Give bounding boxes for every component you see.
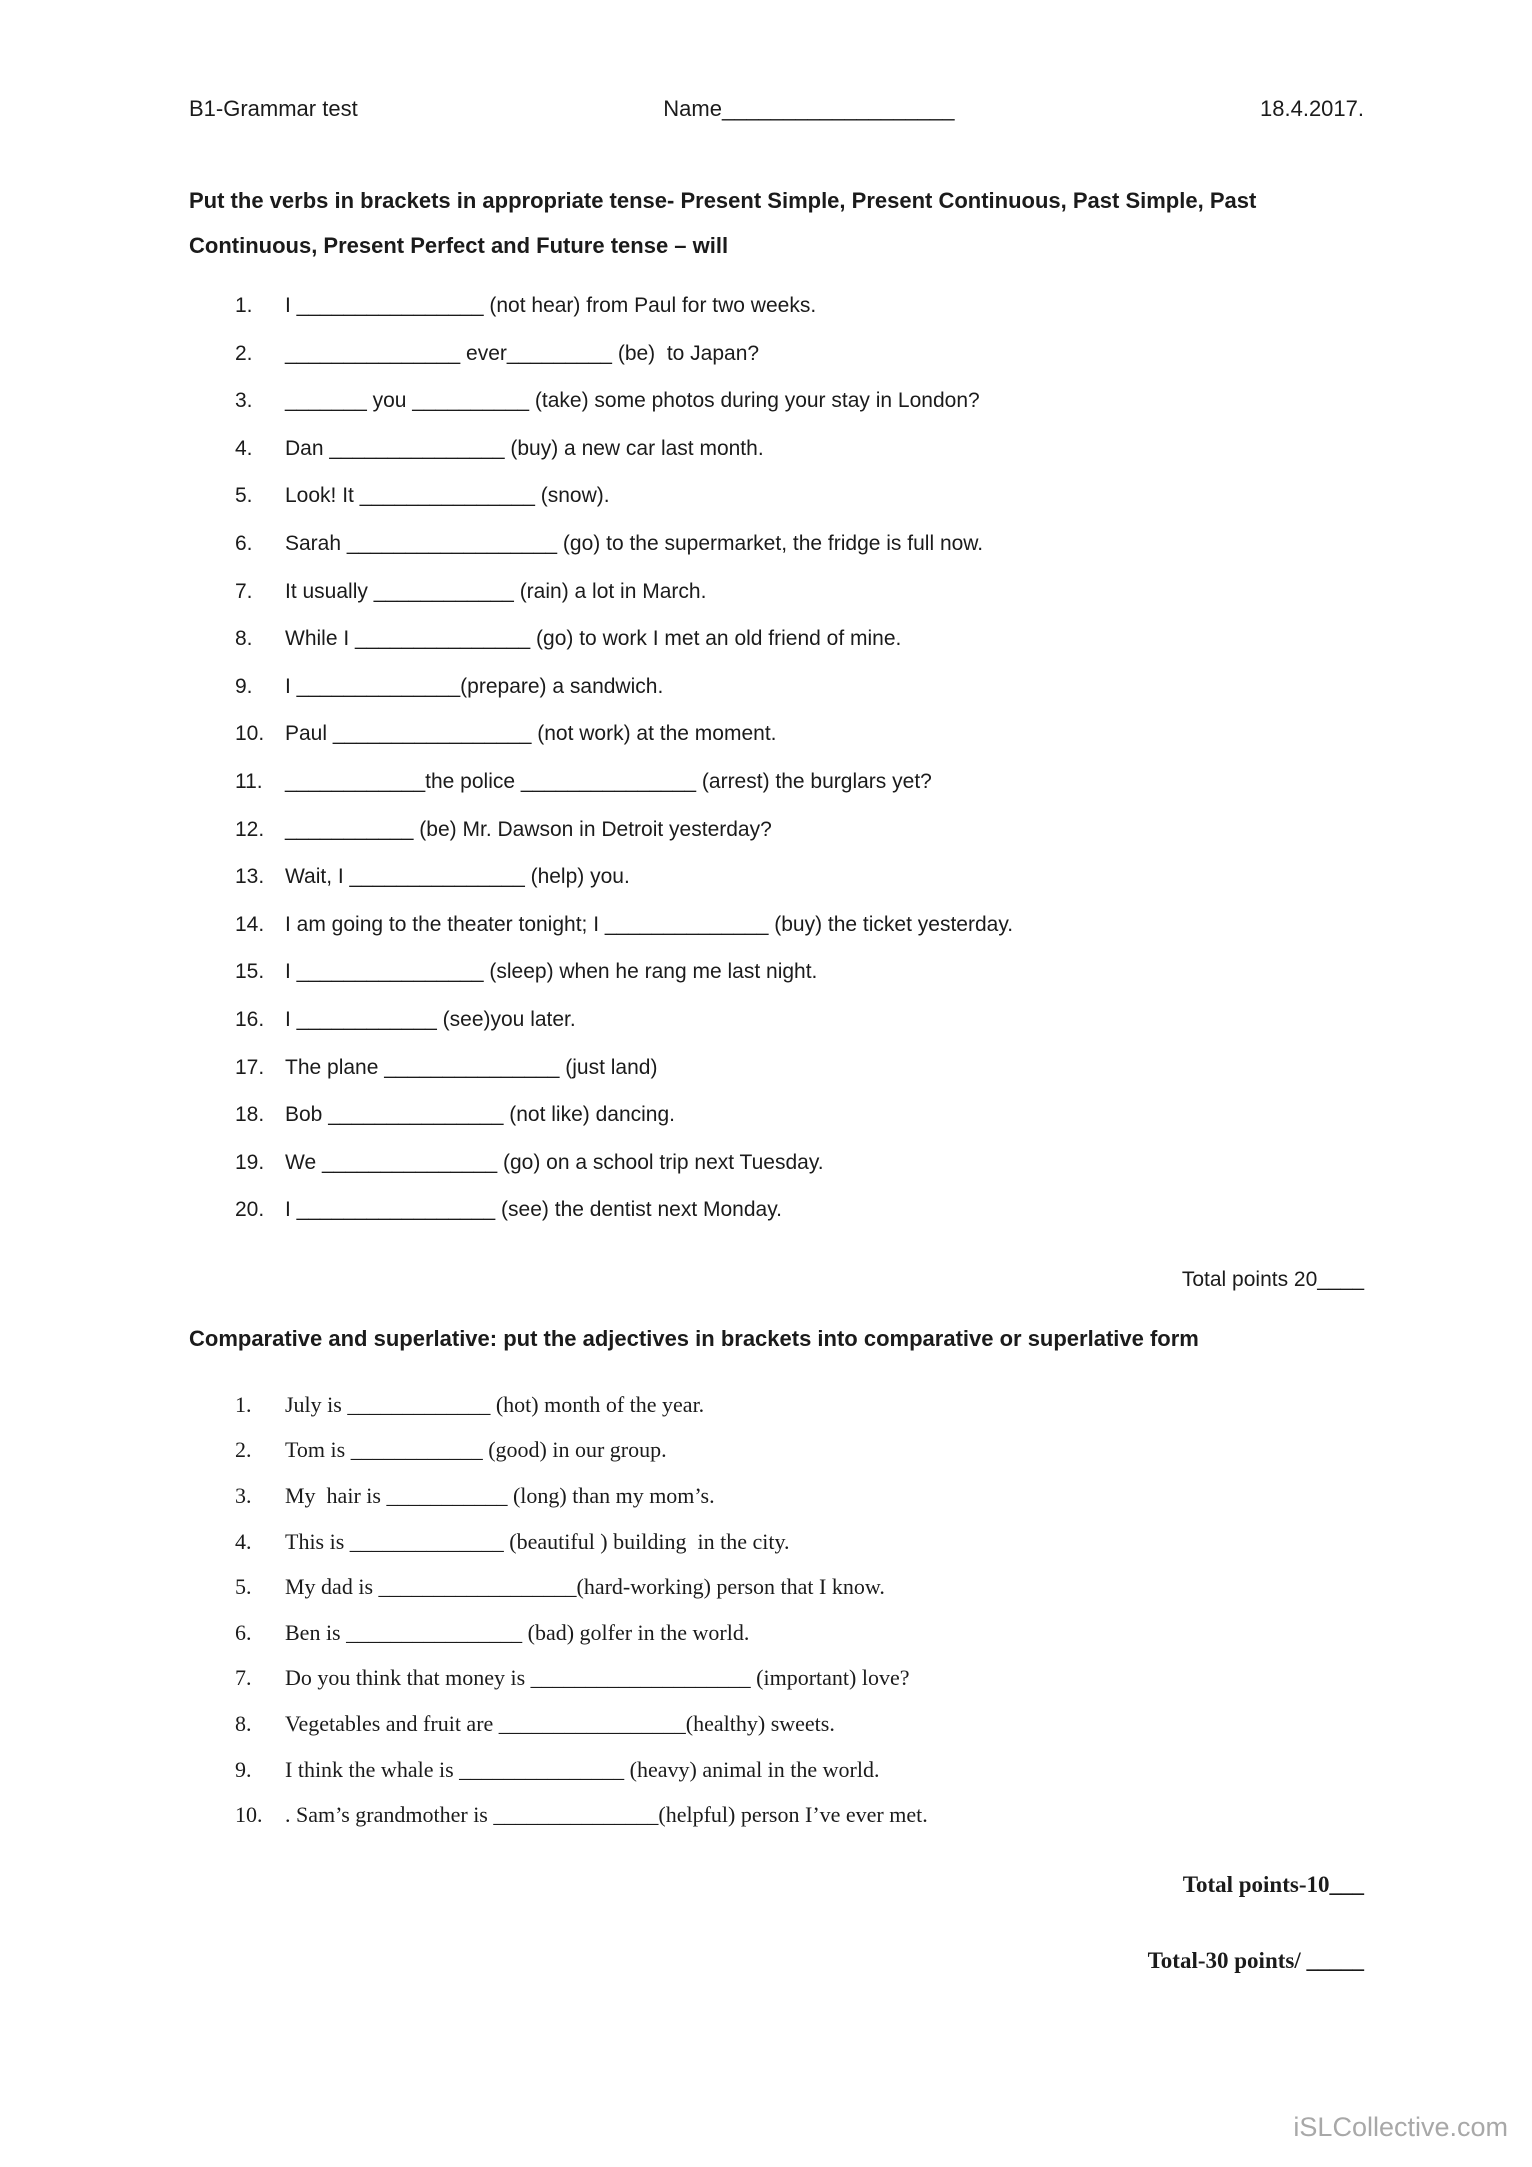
question-text: I am going to the theater tonight; I ______________ (buy) the ticket yesterday. — [285, 912, 1014, 936]
section1-list — [189, 294, 1364, 1246]
question-number: 7. — [235, 579, 253, 603]
question-row — [235, 1529, 1364, 1575]
question-number: 18. — [235, 1103, 265, 1127]
question-row — [235, 1711, 1364, 1757]
question-number: 9. — [235, 674, 253, 698]
question-number: 4. — [235, 436, 253, 460]
question-row — [235, 1103, 1364, 1151]
question-number: 3. — [235, 389, 253, 413]
question-text: I think the whale is _______________ (heavy) animal in the world. — [285, 1756, 880, 1782]
question-row — [235, 818, 1364, 866]
question-row — [235, 1665, 1364, 1711]
question-text: Bob _______________ (not like) dancing. — [285, 1103, 675, 1127]
question-number: 1. — [235, 294, 253, 317]
question-number: 5. — [235, 484, 253, 508]
islcollective-watermark: iSLCollective.com — [1293, 2112, 1508, 2142]
question-number: 17. — [235, 1055, 265, 1079]
question-text: Wait, I _______________ (help) you. — [285, 865, 630, 889]
question-row — [235, 1198, 1364, 1246]
question-row — [235, 294, 1364, 342]
question-row — [235, 1392, 1364, 1438]
question-row — [235, 1483, 1364, 1529]
question-text: Paul _________________ (not work) at the moment. — [285, 722, 777, 746]
question-row — [235, 1802, 1364, 1848]
question-text: Sarah __________________ (go) to the supermarket, the fridge is full now. — [285, 531, 984, 555]
question-text: While I _______________ (go) to work I met an old friend of mine. — [285, 627, 902, 651]
question-row — [235, 865, 1364, 913]
question-row — [235, 627, 1364, 675]
question-text: _______ you __________ (take) some photos during your stay in London? — [285, 389, 980, 413]
test-date: 18.4.2017. — [1260, 96, 1364, 121]
question-number: 19. — [235, 1150, 265, 1174]
question-text: Look! It _______________ (snow). — [285, 484, 610, 508]
question-text: We _______________ (go) on a school trip next Tuesday. — [285, 1150, 824, 1174]
question-number: 4. — [235, 1528, 252, 1554]
test-title: B1-Grammar test — [189, 96, 358, 121]
question-number: 10. — [235, 1802, 263, 1828]
question-number: 12. — [235, 817, 265, 841]
question-row — [235, 532, 1364, 580]
section1-total: Total points 20____ — [1181, 1267, 1364, 1291]
question-row — [235, 580, 1364, 628]
section2-list — [189, 1392, 1364, 1848]
question-text: I ________________ (sleep) when he rang me last night. — [285, 960, 818, 984]
question-row — [235, 1008, 1364, 1056]
question-text: July is _____________ (hot) month of the year. — [285, 1391, 705, 1417]
question-row — [235, 1620, 1364, 1666]
question-number: 5. — [235, 1574, 252, 1600]
question-row — [235, 1574, 1364, 1620]
grand-total: Total-30 points/ _____ — [1147, 1947, 1364, 1973]
question-text: The plane _______________ (just land) — [285, 1055, 658, 1079]
question-text: . Sam’s grandmother is _______________(helpful) person I’ve ever met. — [285, 1802, 928, 1828]
question-text: I ________________ (not hear) from Paul for two weeks. — [285, 294, 817, 317]
question-text: My hair is ___________ (long) than my mom’s. — [285, 1483, 715, 1509]
question-row — [235, 484, 1364, 532]
question-number: 10. — [235, 722, 265, 746]
question-number: 9. — [235, 1756, 252, 1782]
question-text: It usually ____________ (rain) a lot in March. — [285, 579, 707, 603]
question-text: My dad is __________________(hard-working) person that I know. — [285, 1574, 885, 1600]
question-number: 15. — [235, 960, 265, 984]
question-text: _______________ ever_________ (be) to Japan? — [285, 341, 760, 365]
question-row — [235, 1151, 1364, 1199]
question-number: 6. — [235, 531, 253, 555]
question-number: 8. — [235, 1711, 252, 1737]
question-row — [235, 1757, 1364, 1803]
section2-title: Comparative and superlative: put the adjectives in brackets into comparative or superlative form — [189, 1325, 1199, 1351]
question-text: Ben is ________________ (bad) golfer in the world. — [285, 1619, 750, 1645]
question-row — [235, 913, 1364, 961]
question-row — [235, 1056, 1364, 1104]
question-row — [235, 342, 1364, 390]
question-text: Tom is ____________ (good) in our group. — [285, 1437, 667, 1463]
question-number: 2. — [235, 1437, 252, 1463]
question-text: Vegetables and fruit are _________________(healthy) sweets. — [285, 1711, 835, 1737]
question-number: 11. — [235, 769, 263, 793]
question-text: Dan _______________ (buy) a new car last month. — [285, 436, 764, 460]
question-text: Do you think that money is ____________________ (important) love? — [285, 1665, 910, 1691]
document-header — [189, 96, 1364, 122]
name-blank: Name___________________ — [663, 96, 955, 121]
question-row — [235, 722, 1364, 770]
question-number: 7. — [235, 1665, 252, 1691]
question-row — [235, 437, 1364, 485]
question-number: 20. — [235, 1198, 265, 1222]
question-text: ____________the police _______________ (arrest) the burglars yet? — [285, 769, 932, 793]
question-number: 3. — [235, 1483, 252, 1509]
question-number: 1. — [235, 1391, 252, 1417]
question-row — [235, 1437, 1364, 1483]
section2-total: Total points-10___ — [1182, 1871, 1364, 1897]
question-number: 2. — [235, 341, 253, 365]
question-number: 6. — [235, 1619, 252, 1645]
section1-title: Put the verbs in brackets in appropriate tense- Present Simple, Present Continuous, Past Simple, Past Continuous, Present Perfect and Future tense – will — [189, 188, 1263, 258]
question-text: I ______________(prepare) a sandwich. — [285, 674, 664, 698]
question-row — [235, 770, 1364, 818]
question-number: 14. — [235, 912, 265, 936]
question-text: This is ______________ (beautiful ) building in the city. — [285, 1528, 790, 1554]
question-number: 13. — [235, 865, 265, 889]
question-number: 8. — [235, 627, 253, 651]
question-number: 16. — [235, 1007, 265, 1031]
question-text: I _________________ (see) the dentist next Monday. — [285, 1198, 782, 1222]
question-row — [235, 675, 1364, 723]
question-text: I ____________ (see)you later. — [285, 1007, 576, 1031]
question-text: ___________ (be) Mr. Dawson in Detroit yesterday? — [285, 817, 772, 841]
question-row — [235, 960, 1364, 1008]
question-row — [235, 389, 1364, 437]
